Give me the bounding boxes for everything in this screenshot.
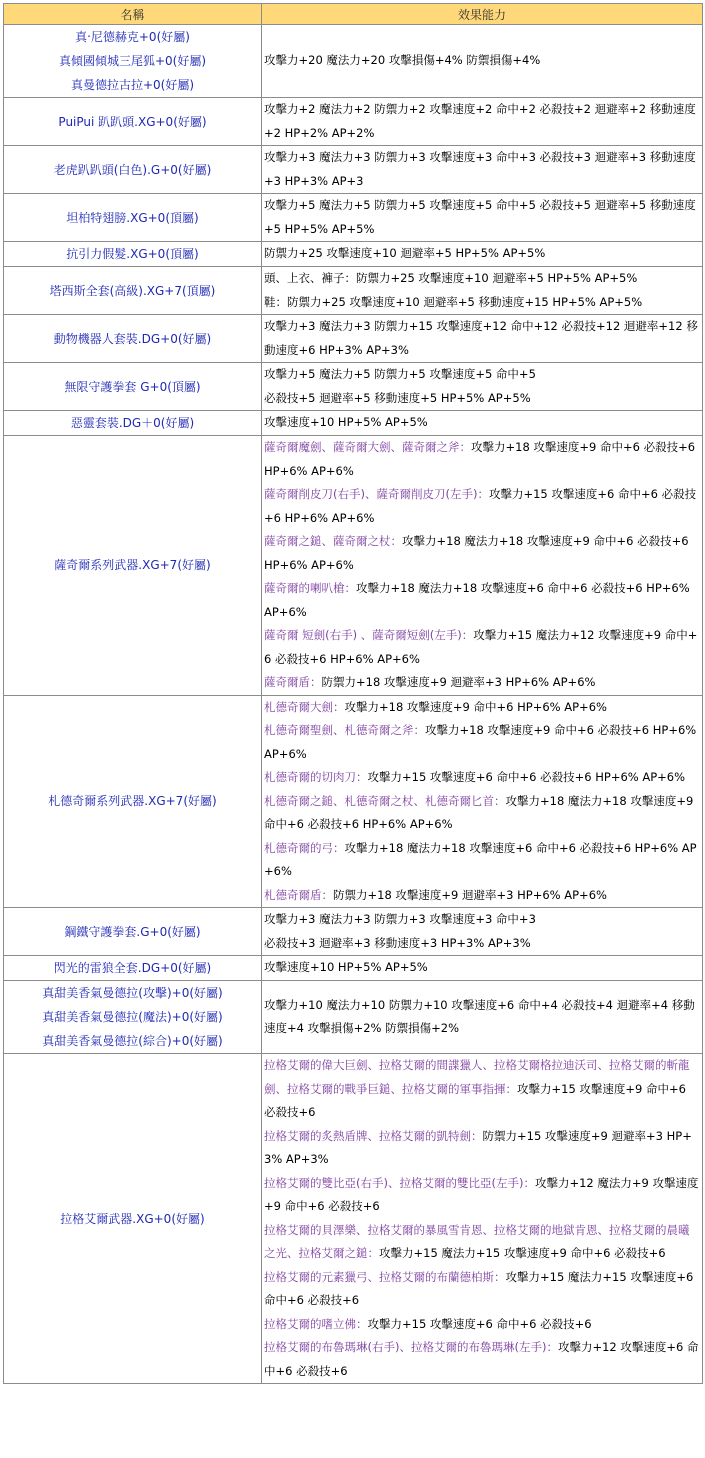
- weapon-group-label: 拉格艾爾的偉大巨劍、拉格艾爾的間諜獵人、拉格艾爾格拉迪沃司、拉格艾爾的斬龍劍、拉格艾爾的戰爭巨鎚、拉格艾爾的軍事指揮：: [264, 1058, 690, 1096]
- effect-line: [264, 315, 700, 362]
- item-name: 真傾國傾城三尾狐+0(好屬): [58, 54, 207, 68]
- item-name-cell: [4, 267, 262, 315]
- effect-stats: 攻擊力+5 魔法力+5 防禦力+5 攻擊速度+5 命中+5: [264, 367, 536, 381]
- effect-stats: 攻擊力+20 魔法力+20 攻擊損傷+4% 防禦損傷+4%: [264, 53, 541, 68]
- effect-line: [264, 98, 700, 145]
- table-body: [4, 25, 703, 1384]
- effect-line: [264, 267, 700, 291]
- effect-stats: 攻擊力+15 魔法力+12 攻擊速度+9 命中+6 必殺技+6 HP+6% AP+6%: [264, 628, 698, 666]
- effect-line: [264, 1266, 700, 1313]
- table-row: [4, 956, 703, 981]
- item-name-cell: [4, 242, 262, 267]
- effect-stats: 攻擊力+18 攻擊速度+9 命中+6 必殺技+6 HP+6% AP+6%: [264, 723, 697, 761]
- effect-stats: 攻擊力+15 攻擊速度+9 命中+6 必殺技+6: [264, 1081, 686, 1119]
- weapon-group-label: 薩奇爾魔劍、薩奇爾大劍、薩奇爾之斧：: [264, 440, 471, 454]
- item-effect-cell: [262, 695, 703, 908]
- effect-stats: 攻擊力+10 魔法力+10 防禦力+10 攻擊速度+6 命中+4 必殺技+4 迴避率+4 移動速度+4 攻擊損傷+2% 防禦損傷+2%: [264, 997, 695, 1035]
- effect-stats: 防禦力+15 攻擊速度+9 迴避率+3 HP+3% AP+3%: [264, 1128, 692, 1166]
- weapon-group-label: 拉格艾爾的貝澤樂、拉格艾爾的暴風雪肯恩、拉格艾爾的地獄肯恩、拉格艾爾的晨曦之光、拉格艾爾之鎚：: [264, 1222, 690, 1260]
- effect-line: [264, 956, 700, 980]
- item-name: 抗引力假髮.XG+0(頂屬): [66, 247, 199, 261]
- weapon-group-label: 札德奇爾的切肉刀：: [264, 770, 368, 784]
- item-effect-cell: [262, 436, 703, 696]
- effect-stats: 攻擊力+5 魔法力+5 防禦力+5 攻擊速度+5 命中+5 必殺技+5 迴避率+5 移動速度+5 HP+5% AP+5%: [264, 198, 696, 236]
- table-row: [4, 1054, 703, 1384]
- effect-stats: 攻擊力+18 魔法力+18 攻擊速度+6 命中+6 必殺技+6 HP+6% AP+6%: [264, 840, 697, 878]
- item-name-cell: [4, 436, 262, 696]
- item-name: 惡靈套裝.DG＋0(好屬): [70, 416, 195, 430]
- item-name-cell: [4, 908, 262, 956]
- effect-line: [264, 766, 700, 790]
- column-header-effect: 效果能力: [262, 4, 703, 25]
- table-row: [4, 194, 703, 242]
- effect-stats: 攻擊速度+10 HP+5% AP+5%: [264, 960, 428, 975]
- item-name: 真‧尼德赫克+0(好屬): [75, 30, 190, 44]
- item-name: 鋼鐵守護拳套.G+0(好屬): [64, 924, 201, 939]
- item-effect-cell: [262, 1054, 703, 1384]
- item-effect-cell: [262, 411, 703, 436]
- weapon-group-label: 拉格艾爾的布魯瑪琳(右手)、拉格艾爾的布魯瑪琳(左手)：: [264, 1340, 558, 1354]
- item-name-cell: [4, 25, 262, 98]
- effect-line: [264, 146, 700, 193]
- effect-line: [264, 671, 700, 695]
- table-row: [4, 908, 703, 956]
- item-name-cell: [4, 194, 262, 242]
- item-effect-cell: [262, 956, 703, 981]
- item-name: 薩奇爾系列武器.XG+7(好屬): [54, 558, 211, 573]
- effect-stats: 攻擊力+15 魔法力+15 攻擊速度+6 命中+6 必殺技+6: [264, 1269, 694, 1307]
- effect-stats: 攻擊速度+10 HP+5% AP+5%: [264, 415, 428, 430]
- equipment-effects-table: [3, 3, 703, 1384]
- item-name: 札德奇爾系列武器.XG+7(好屬): [48, 794, 217, 809]
- table-row: [4, 411, 703, 436]
- item-name-cell: [4, 956, 262, 981]
- effect-stats: 必殺技+3 迴避率+3 移動速度+3 HP+3% AP+3%: [264, 935, 531, 950]
- item-name-cell: [4, 363, 262, 411]
- effect-line: [264, 837, 700, 884]
- weapon-group-label: 札德奇爾聖劍、札德奇爾之斧：: [264, 723, 425, 737]
- item-effect-cell: [262, 363, 703, 411]
- effect-stats: 攻擊力+18 魔法力+18 攻擊速度+9 命中+6 必殺技+6 HP+6% AP+6%: [264, 534, 689, 572]
- weapon-group-label: 拉格艾爾的炙熱盾牌、拉格艾爾的凱特劍：: [264, 1128, 483, 1143]
- effect-line: [264, 194, 700, 241]
- item-effect-cell: [262, 908, 703, 956]
- effect-stats: 頭、上衣、褲子：防禦力+25 攻擊速度+10 迴避率+5 HP+5% AP+5%: [264, 271, 638, 285]
- table-row: [4, 981, 703, 1054]
- item-name: 動物機器人套裝.DG+0(好屬): [53, 331, 212, 346]
- effect-line: [264, 1125, 700, 1172]
- table-row: [4, 25, 703, 98]
- effect-stats: 攻擊力+18 攻擊速度+9 命中+6 HP+6% AP+6%: [344, 699, 607, 714]
- effect-line: [264, 530, 700, 577]
- weapon-group-label: 薩奇爾削皮刀(右手)、薩奇爾削皮刀(左手)：: [264, 487, 489, 501]
- column-header-name: 名稱: [4, 4, 262, 25]
- item-name: 塔西斯全套(高級).XG+7(頂屬): [49, 283, 216, 298]
- effect-stats: 攻擊力+15 攻擊速度+6 命中+6 必殺技+6 HP+6% AP+6%: [367, 770, 686, 784]
- table-row: [4, 695, 703, 908]
- effect-stats: 攻擊力+15 魔法力+15 攻擊速度+9 命中+6 必殺技+6: [379, 1246, 666, 1260]
- weapon-group-label: 薩奇爾 短劍(右手) 、薩奇爾短劍(左手)：: [264, 628, 474, 642]
- effect-stats: 必殺技+5 迴避率+5 移動速度+5 HP+5% AP+5%: [264, 390, 531, 405]
- effect-line: [264, 1336, 700, 1383]
- table-row: [4, 436, 703, 696]
- effect-stats: 鞋：防禦力+25 攻擊速度+10 迴避率+5 移動速度+15 HP+5% AP+5%: [264, 294, 643, 309]
- effect-stats: 攻擊力+2 魔法力+2 防禦力+2 攻擊速度+2 命中+2 必殺技+2 迴避率+2 移動速度+2 HP+2% AP+2%: [264, 102, 696, 140]
- effect-stats: 攻擊力+18 魔法力+18 攻擊速度+9 命中+6 必殺技+6 HP+6% AP+6%: [264, 793, 694, 831]
- item-effect-cell: [262, 981, 703, 1054]
- effect-line: [264, 1219, 700, 1266]
- effect-line: [264, 49, 700, 73]
- weapon-group-label: 札德奇爾大劍：: [264, 699, 345, 714]
- effect-line: [264, 719, 700, 766]
- table-row: [4, 242, 703, 267]
- item-name: 拉格艾爾武器.XG+0(好屬): [60, 1211, 205, 1226]
- table-row: [4, 146, 703, 194]
- table-header-row: [4, 4, 703, 25]
- item-name: PuiPui 趴趴頭.XG+0(好屬): [58, 114, 207, 129]
- effect-stats: 攻擊力+12 魔法力+9 攻擊速度+9 命中+6 必殺技+6: [264, 1175, 699, 1213]
- effect-line: [264, 387, 700, 411]
- weapon-group-label: 札德奇爾之鎚、札德奇爾之杖、札德奇爾匕首：: [264, 793, 506, 808]
- effect-line: [264, 624, 700, 671]
- table-row: [4, 315, 703, 363]
- table-row: [4, 267, 703, 315]
- item-effect-cell: [262, 242, 703, 267]
- effect-stats: 攻擊力+15 攻擊速度+6 命中+6 必殺技+6 HP+6% AP+6%: [264, 487, 697, 525]
- effect-line: [264, 291, 700, 315]
- item-effect-cell: [262, 315, 703, 363]
- effect-stats: 攻擊力+3 魔法力+3 防禦力+15 攻擊速度+12 命中+12 必殺技+12 迴避率+12 移動速度+6 HP+3% AP+3%: [264, 319, 698, 357]
- effect-line: [264, 436, 700, 483]
- weapon-group-label: 拉格艾爾的元素獵弓、拉格艾爾的布蘭德柏斯：: [264, 1269, 506, 1284]
- effect-stats: 攻擊力+18 攻擊速度+9 命中+6 必殺技+6 HP+6% AP+6%: [264, 440, 696, 478]
- weapon-group-label: 拉格艾爾的嗜立佛：: [264, 1316, 368, 1331]
- item-name: 無限守護拳套 G+0(頂屬): [64, 379, 201, 394]
- item-effect-cell: [262, 194, 703, 242]
- item-name: 真曼德拉古拉+0(好屬): [70, 78, 195, 92]
- item-name-cell: [4, 981, 262, 1054]
- item-effect-cell: [262, 98, 703, 146]
- effect-line: [264, 242, 700, 266]
- item-name: 真甜美香氣曼德拉(魔法)+0(好屬): [42, 1010, 223, 1024]
- item-name: 老虎趴趴頭(白色).G+0(好屬): [53, 162, 212, 177]
- item-name-cell: [4, 695, 262, 908]
- effect-line: [264, 483, 700, 530]
- effect-stats: 攻擊力+12 攻擊速度+6 命中+6 必殺技+6: [264, 1340, 699, 1378]
- item-name-cell: [4, 411, 262, 436]
- weapon-group-label: 薩奇爾之鎚、薩奇爾之杖：: [264, 534, 402, 548]
- item-name: 閃光的雷狼全套.DG+0(好屬): [53, 961, 212, 975]
- item-name-cell: [4, 146, 262, 194]
- effect-stats: 防禦力+25 攻擊速度+10 迴避率+5 HP+5% AP+5%: [264, 246, 546, 261]
- effect-line: [264, 363, 700, 387]
- item-name: 真甜美香氣曼德拉(綜合)+0(好屬): [42, 1034, 223, 1048]
- item-name: 坦柏特翅膀.XG+0(頂屬): [66, 210, 199, 225]
- effect-stats: 防禦力+18 攻擊速度+9 迴避率+3 HP+6% AP+6%: [333, 887, 607, 902]
- effect-line: [264, 1054, 700, 1125]
- effect-stats: 防禦力+18 攻擊速度+9 迴避率+3 HP+6% AP+6%: [321, 675, 596, 689]
- effect-stats: 攻擊力+3 魔法力+3 防禦力+3 攻擊速度+3 命中+3 必殺技+3 迴避率+3 移動速度+3 HP+3% AP+3: [264, 150, 696, 188]
- weapon-group-label: 薩奇爾盾：: [264, 675, 322, 689]
- table-row: [4, 98, 703, 146]
- weapon-group-label: 拉格艾爾的雙比亞(右手)、拉格艾爾的雙比亞(左手)：: [264, 1175, 535, 1190]
- effect-line: [264, 1313, 700, 1337]
- effect-stats: 攻擊力+18 魔法力+18 攻擊速度+6 命中+6 必殺技+6 HP+6% AP+6%: [264, 581, 690, 619]
- item-name-cell: [4, 98, 262, 146]
- effect-line: [264, 696, 700, 720]
- effect-line: [264, 908, 700, 932]
- effect-stats: 攻擊力+3 魔法力+3 防禦力+3 攻擊速度+3 命中+3: [264, 912, 536, 926]
- table-row: [4, 363, 703, 411]
- item-name: 真甜美香氣曼德拉(攻擊)+0(好屬): [42, 986, 223, 1000]
- effect-line: [264, 411, 700, 435]
- weapon-group-label: 札德奇爾的弓：: [264, 840, 345, 855]
- item-effect-cell: [262, 25, 703, 98]
- effect-line: [264, 577, 700, 624]
- weapon-group-label: 札德奇爾盾：: [264, 887, 333, 902]
- effect-line: [264, 932, 700, 956]
- item-name-cell: [4, 315, 262, 363]
- effect-stats: 攻擊力+15 攻擊速度+6 命中+6 必殺技+6: [367, 1316, 592, 1331]
- effect-line: [264, 994, 700, 1041]
- weapon-group-label: 薩奇爾的喇叭槍：: [264, 581, 356, 595]
- effect-line: [264, 884, 700, 908]
- effect-line: [264, 790, 700, 837]
- effect-line: [264, 1172, 700, 1219]
- item-name-cell: [4, 1054, 262, 1384]
- item-effect-cell: [262, 146, 703, 194]
- item-effect-cell: [262, 267, 703, 315]
